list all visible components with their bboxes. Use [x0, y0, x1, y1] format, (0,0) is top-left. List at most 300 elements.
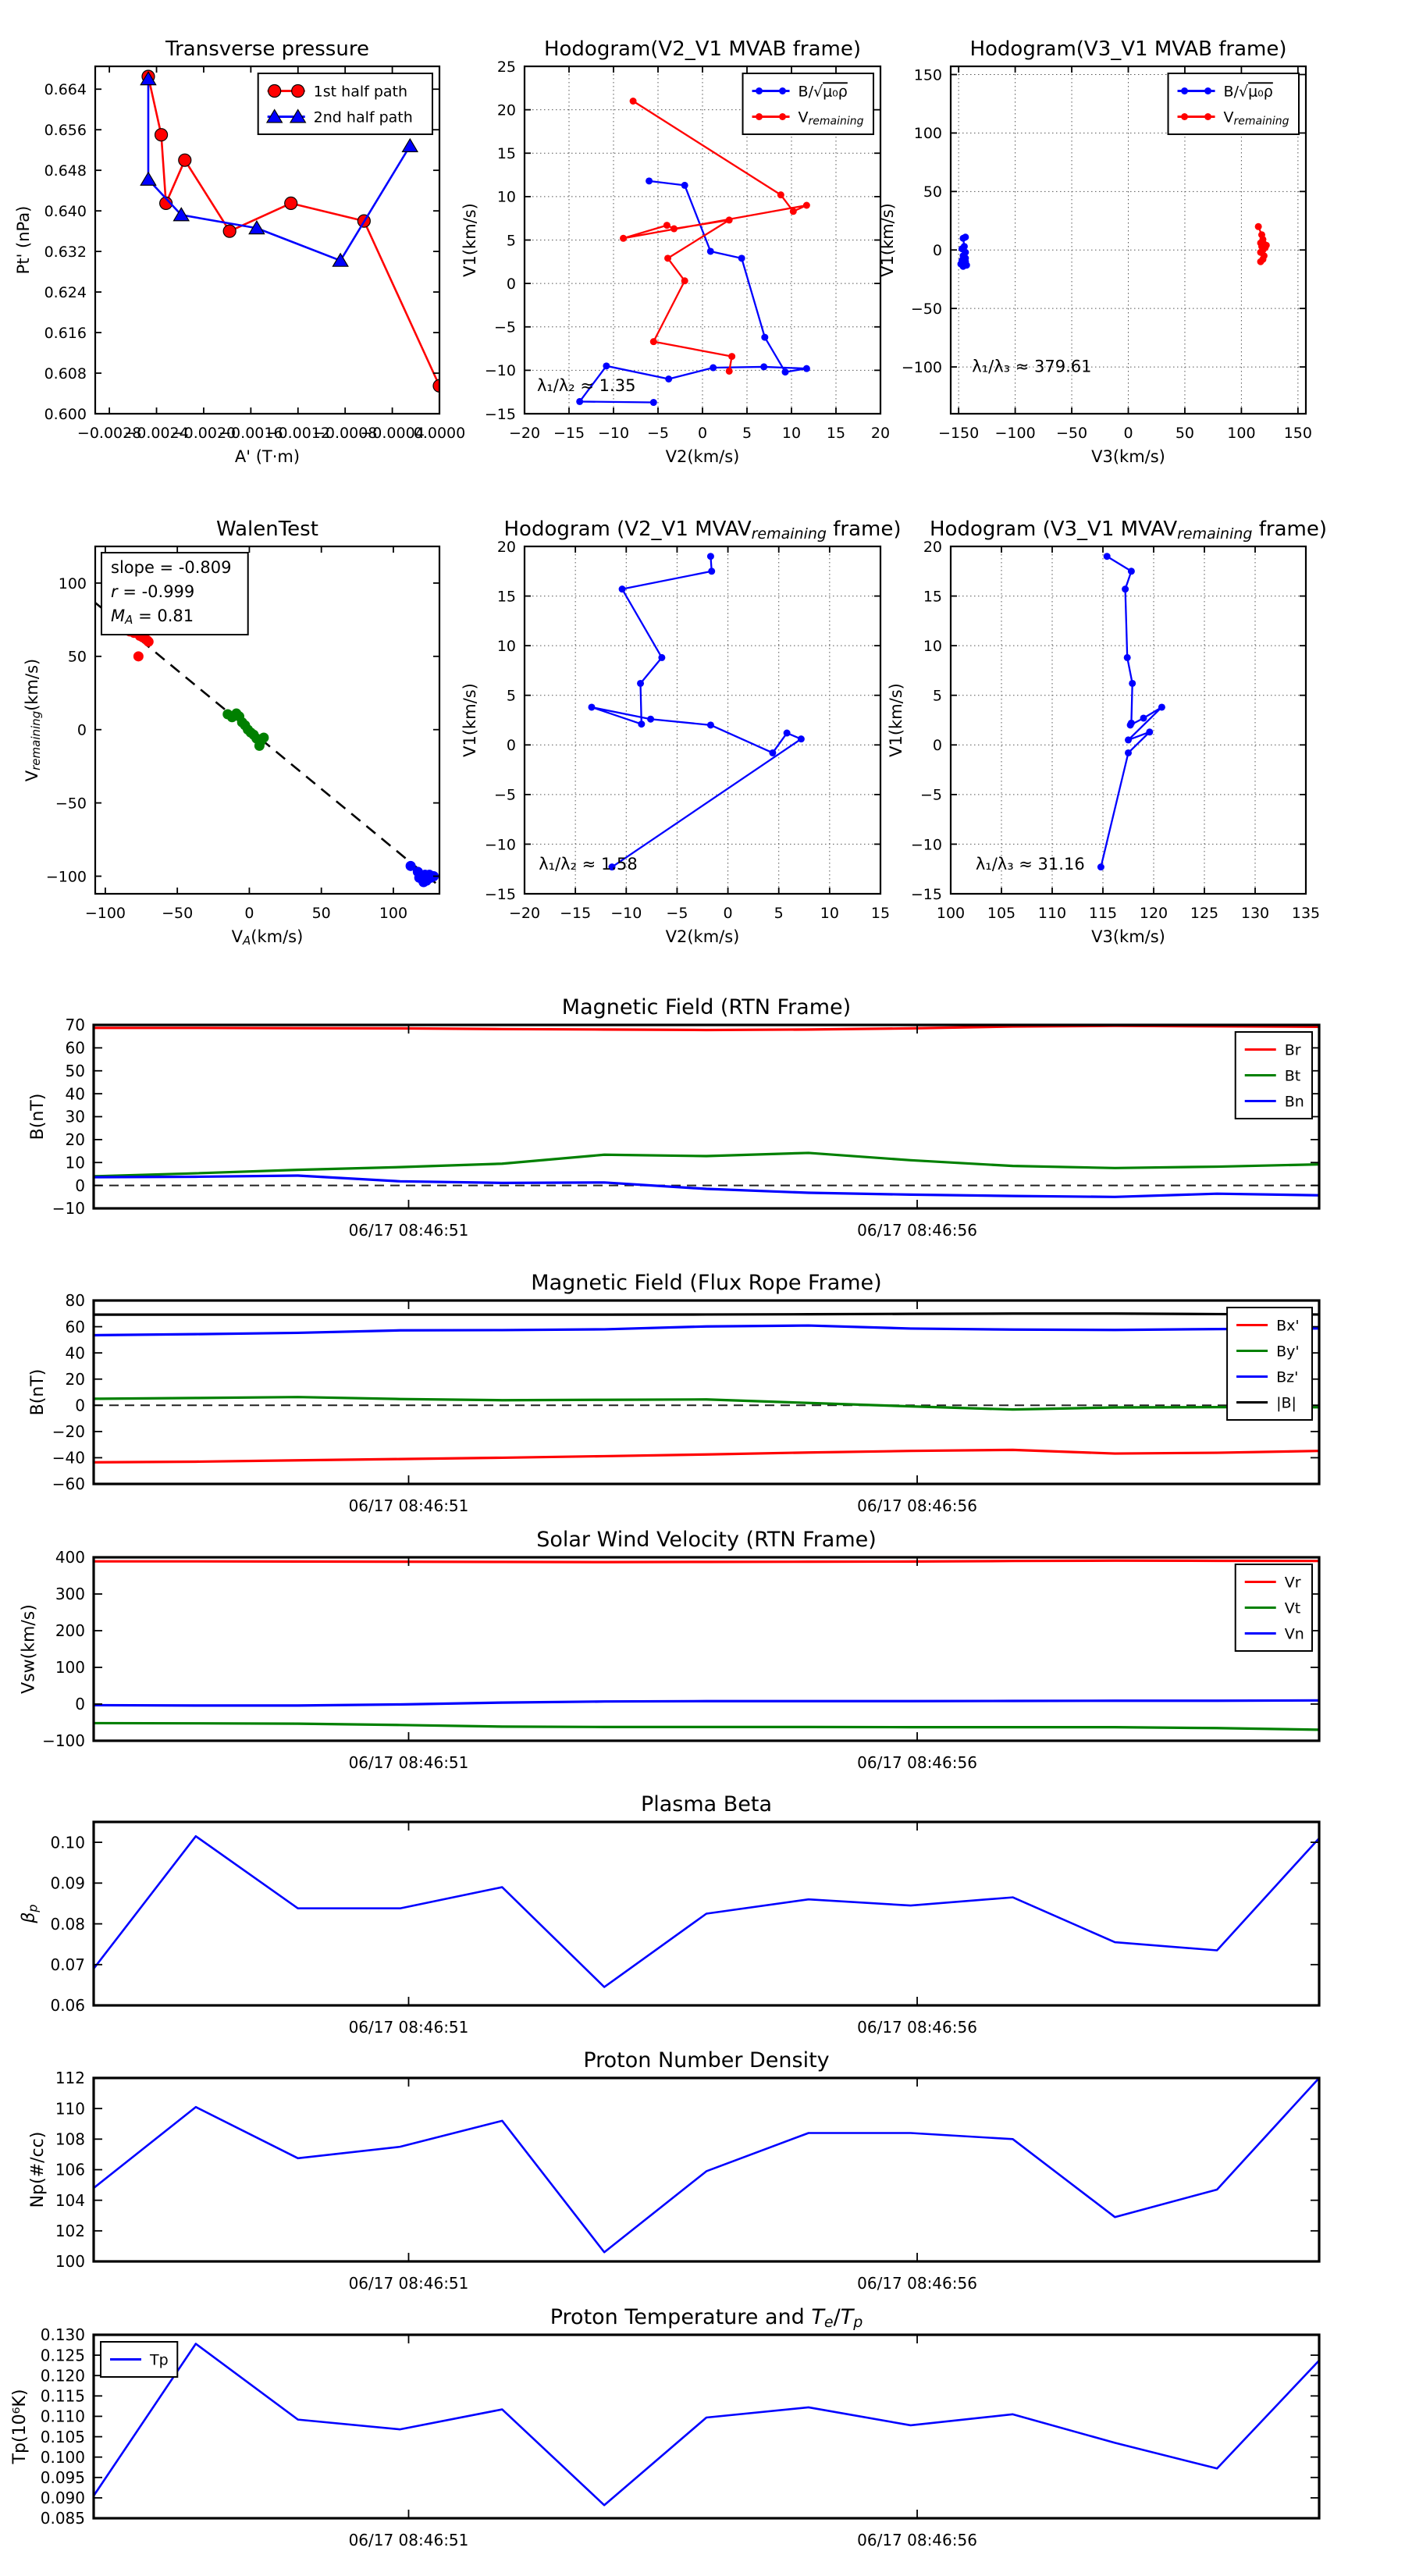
x-tick-label: −5	[666, 905, 688, 922]
y-tick-label: 0.10	[50, 1833, 85, 1852]
x-tick-label: −0.0020	[171, 425, 237, 442]
y-axis-label: V1(km/s)	[460, 683, 479, 757]
stats-line: slope = -0.809	[111, 557, 232, 577]
y-tick-label: 0.110	[40, 2407, 85, 2426]
y-tick-label: 0	[506, 737, 516, 755]
y-tick-label: 400	[55, 1548, 85, 1567]
data-point	[650, 338, 657, 345]
legend-label: 1st half path	[313, 83, 408, 101]
legend-label: Vt	[1284, 1599, 1301, 1617]
x-tick-label: 06/17 08:46:56	[857, 1496, 977, 1515]
x-tick-label: −0.0016	[219, 425, 283, 442]
data-point	[1255, 223, 1262, 230]
y-tick-label: 10	[65, 1153, 85, 1172]
series-line-2	[94, 1700, 1319, 1706]
data-point	[728, 353, 735, 360]
y-tick-label: 80	[65, 1291, 85, 1311]
y-tick-label: −10	[484, 836, 516, 854]
y-tick-label: 0.632	[44, 243, 87, 261]
y-tick-label: 0	[75, 1695, 85, 1714]
y-tick-label: 10	[496, 188, 516, 206]
lambda-ratio-annotation: λ₁/λ₃ ≈ 31.16	[975, 854, 1085, 873]
x-tick-label: 5	[742, 425, 752, 442]
x-tick-label: 50	[1175, 425, 1195, 442]
plot-title: Magnetic Field (Flux Rope Frame)	[531, 1271, 882, 1295]
legend-label: Bx'	[1276, 1317, 1300, 1335]
y-tick-label: 0	[75, 1396, 85, 1415]
axes-spines	[951, 546, 1306, 894]
data-point	[760, 363, 767, 370]
y-axis-label: V1(km/s)	[886, 683, 905, 757]
x-tick-label: −5	[646, 425, 670, 442]
y-tick-label: 20	[496, 101, 516, 119]
x-tick-label: 0	[1123, 425, 1133, 442]
data-point	[710, 365, 717, 372]
data-point	[333, 254, 347, 266]
x-tick-label: 0	[697, 425, 708, 442]
legend-label: Bz'	[1276, 1368, 1299, 1386]
data-point	[637, 680, 644, 687]
y-tick-label: 108	[55, 2129, 85, 2149]
y-tick-label: 50	[923, 183, 942, 201]
x-tick-label: 125	[1190, 905, 1219, 922]
y-tick-label: 0.656	[44, 122, 87, 140]
y-tick-label: 106	[55, 2160, 85, 2179]
y-tick-label: 300	[55, 1585, 85, 1604]
y-tick-label: −15	[910, 885, 942, 903]
x-tick-label: 06/17 08:46:56	[857, 2274, 977, 2293]
y-tick-label: 0	[75, 1176, 85, 1195]
data-point	[588, 703, 595, 710]
data-point	[959, 235, 966, 242]
lambda-ratio-annotation: λ₁/λ₂ ≈ 1.35	[536, 376, 636, 396]
x-tick-label: 10	[820, 905, 839, 922]
series-line-0	[94, 1560, 1319, 1562]
legend-label: By'	[1276, 1343, 1300, 1361]
data-point	[681, 182, 688, 189]
panel-solar-wind-velocity	[20, 1528, 1319, 1772]
axes-spines	[94, 1025, 1319, 1208]
legend-label: Br	[1284, 1041, 1301, 1059]
data-point	[658, 654, 665, 661]
y-tick-label: −100	[45, 868, 87, 886]
data-point	[650, 399, 657, 406]
x-tick-label: −0.0004	[360, 425, 425, 442]
x-axis-label: VA(km/s)	[231, 927, 304, 948]
data-point	[576, 398, 583, 405]
series-line-0	[94, 1836, 1319, 1987]
data-point	[803, 365, 810, 372]
x-tick-label: 105	[987, 905, 1016, 922]
y-tick-label: 0.06	[50, 1996, 85, 2016]
data-point	[779, 87, 786, 94]
x-tick-label: 06/17 08:46:56	[857, 2531, 977, 2549]
y-tick-label: −15	[484, 405, 516, 423]
y-tick-label: 50	[65, 1061, 85, 1080]
x-tick-label: −15	[553, 425, 585, 442]
x-tick-label: 100	[936, 905, 966, 922]
y-tick-label: 0.130	[40, 2325, 85, 2345]
series-line-2	[94, 1176, 1319, 1197]
data-point	[1158, 703, 1165, 710]
x-tick-label: 06/17 08:46:56	[857, 2018, 977, 2037]
data-point	[620, 235, 627, 242]
y-tick-label: −10	[910, 836, 942, 854]
x-axis-label: A' (T·m)	[234, 447, 301, 466]
y-tick-label: 0.616	[44, 324, 87, 342]
y-tick-label: 102	[55, 2222, 85, 2241]
series-line-1	[94, 1153, 1319, 1176]
series-line-0	[94, 2078, 1319, 2252]
x-tick-label: −150	[938, 425, 980, 442]
data-point	[1146, 728, 1153, 735]
panel-proton-number-density	[28, 2048, 1319, 2293]
data-point	[1128, 568, 1135, 575]
data-point	[681, 277, 688, 284]
x-tick-label: 0	[244, 905, 254, 922]
x-tick-label: 115	[1088, 905, 1118, 922]
legend-label: Vr	[1284, 1574, 1301, 1592]
y-axis-label: B(nT)	[28, 1093, 48, 1140]
plot-title: Magnetic Field (RTN Frame)	[561, 995, 852, 1019]
plot-title: Hodogram (V2_V1 MVAVremaining frame)	[503, 518, 902, 543]
data-point	[756, 113, 763, 120]
data-point	[140, 173, 155, 185]
series-line-3	[94, 1314, 1319, 1315]
y-axis-label: Vremaining(km/s)	[22, 658, 44, 782]
x-tick-label: −10	[597, 425, 630, 442]
x-tick-label: 100	[379, 905, 408, 922]
x-tick-label: 06/17 08:46:51	[348, 1221, 469, 1240]
y-tick-label: 20	[496, 538, 516, 556]
y-tick-label: 5	[506, 232, 516, 250]
x-tick-label: −50	[1055, 425, 1088, 442]
series-line-0	[94, 1450, 1319, 1462]
data-point	[155, 129, 168, 141]
data-point	[638, 720, 645, 728]
y-axis-label: βp	[19, 1904, 41, 1923]
data-point	[403, 139, 418, 151]
y-tick-label: 20	[923, 538, 942, 556]
data-point	[269, 85, 281, 98]
y-tick-label: −10	[52, 1199, 85, 1219]
panel-hodogram-v2v1-mvav	[461, 518, 902, 946]
x-tick-label: 135	[1291, 905, 1321, 922]
data-point	[784, 730, 791, 737]
data-point	[663, 222, 670, 229]
x-tick-label: 130	[1240, 905, 1270, 922]
plot-title: Proton Number Density	[583, 2048, 830, 2073]
y-tick-label: −50	[55, 795, 87, 813]
x-tick-label: −50	[162, 905, 194, 922]
y-tick-label: −40	[52, 1448, 85, 1468]
x-tick-label: 10	[781, 425, 802, 442]
y-tick-label: 0.095	[40, 2467, 85, 2487]
data-point	[417, 874, 427, 884]
legend-label: B/√μ₀ρ	[798, 83, 848, 101]
y-tick-label: 200	[55, 1621, 85, 1641]
y-tick-label: 40	[65, 1084, 85, 1104]
y-tick-label: 60	[65, 1317, 85, 1336]
x-tick-label: 0.0000	[413, 425, 466, 442]
y-tick-label: 100	[55, 1658, 85, 1678]
data-point	[707, 721, 714, 728]
series-line-0	[94, 2343, 1319, 2505]
y-axis-label: B(nT)	[28, 1368, 48, 1416]
y-axis-label: Pt' (nPa)	[13, 205, 33, 275]
y-tick-label: 60	[65, 1038, 85, 1058]
x-tick-label: −0.0008	[312, 425, 378, 442]
plot-title: Transverse pressure	[165, 37, 369, 61]
x-tick-label: 15	[826, 425, 846, 442]
y-tick-label: −20	[52, 1422, 85, 1442]
legend-label: |B|	[1276, 1394, 1297, 1412]
data-point	[664, 254, 671, 262]
axes-spines	[94, 2078, 1319, 2261]
data-point	[738, 254, 745, 262]
legend-label: Vremaining	[1223, 109, 1289, 128]
series-line-0	[94, 1026, 1319, 1030]
x-tick-label: 5	[774, 905, 784, 922]
data-point	[292, 85, 304, 98]
y-tick-label: 0.120	[40, 2366, 85, 2386]
y-tick-label: −60	[52, 1475, 85, 1494]
legend-label: Vremaining	[798, 109, 864, 128]
series-line-0	[592, 557, 801, 867]
plot-title: Hodogram(V3_V1 MVAB frame)	[969, 37, 1287, 61]
y-tick-label: 104	[55, 2190, 85, 2210]
y-tick-label: 0	[932, 737, 942, 755]
y-tick-label: 10	[923, 637, 942, 655]
data-point	[769, 749, 776, 756]
x-axis-label: V2(km/s)	[665, 447, 740, 466]
legend-label: B/√μ₀ρ	[1223, 83, 1273, 101]
data-point	[782, 368, 789, 375]
x-tick-label: 150	[1283, 425, 1312, 442]
data-point	[179, 154, 191, 166]
x-tick-label: 06/17 08:46:51	[348, 1496, 469, 1515]
y-tick-label: 70	[65, 1016, 85, 1035]
y-tick-label: 5	[506, 687, 516, 705]
data-point	[777, 191, 784, 198]
panel-walen-test	[23, 518, 439, 948]
data-point	[1122, 585, 1129, 592]
lambda-ratio-annotation: λ₁/λ₂ ≈ 1.58	[539, 854, 638, 873]
y-tick-label: 0.608	[44, 365, 87, 382]
data-point	[1104, 553, 1111, 560]
x-tick-label: −0.0028	[76, 425, 142, 442]
data-point	[665, 375, 672, 382]
data-point	[619, 585, 626, 592]
data-point	[1097, 863, 1104, 870]
data-point	[726, 368, 733, 375]
x-tick-label: −15	[560, 905, 592, 922]
series-line-2	[94, 1325, 1319, 1335]
x-tick-label: 06/17 08:46:56	[857, 1753, 977, 1772]
data-point	[1125, 736, 1132, 743]
data-point	[1204, 87, 1211, 94]
x-tick-label: −20	[508, 905, 541, 922]
data-point	[1204, 113, 1211, 120]
data-point	[133, 651, 144, 661]
y-tick-label: −15	[484, 885, 516, 903]
y-tick-label: 0	[76, 721, 87, 739]
y-tick-label: 0.125	[40, 2346, 85, 2365]
stats-line: r = -0.999	[111, 582, 195, 601]
data-point	[962, 258, 969, 265]
data-point	[756, 87, 763, 94]
data-point	[1257, 258, 1264, 265]
data-point	[707, 553, 714, 560]
data-point	[761, 334, 768, 341]
y-tick-label: 100	[58, 575, 87, 592]
series-line-1	[94, 1397, 1319, 1410]
y-tick-label: 0.640	[44, 202, 87, 220]
y-tick-label: 0.08	[50, 1914, 85, 1934]
data-point	[708, 568, 715, 575]
data-point	[1129, 680, 1136, 687]
panel-plasma-beta	[20, 1792, 1319, 2037]
panel-mag-rtn	[28, 995, 1319, 1240]
x-tick-label: 50	[311, 905, 331, 922]
x-axis-label: V2(km/s)	[665, 927, 740, 946]
y-tick-label: 5	[932, 687, 942, 705]
y-tick-label: 0.105	[40, 2427, 85, 2446]
legend-label: Bn	[1284, 1093, 1304, 1111]
x-tick-label: −0.0012	[265, 425, 330, 442]
x-tick-label: 120	[1139, 905, 1168, 922]
y-tick-label: 50	[67, 648, 87, 666]
x-tick-label: 06/17 08:46:51	[348, 2274, 469, 2293]
data-point	[803, 202, 810, 209]
panel-transverse-pressure	[14, 37, 465, 466]
panel-proton-temperature	[10, 2305, 1319, 2549]
y-tick-label: −5	[493, 318, 516, 336]
series-line-1	[624, 101, 807, 372]
plot-title: WalenTest	[216, 518, 318, 541]
y-tick-label: −50	[910, 300, 942, 318]
y-tick-label: 0.09	[50, 1873, 85, 1893]
panel-hodogram-v3v1-mvab	[878, 37, 1312, 466]
panel-hodogram-v3v1-mvav	[887, 518, 1327, 946]
x-tick-label: 06/17 08:46:51	[348, 2531, 469, 2549]
plot-title: Hodogram (V3_V1 MVAVremaining frame)	[930, 518, 1327, 543]
y-tick-label: 0.624	[44, 283, 87, 301]
y-tick-label: 15	[923, 588, 942, 606]
x-tick-label: 06/17 08:46:56	[857, 1221, 977, 1240]
data-point	[285, 197, 297, 209]
axes-spines	[525, 546, 880, 894]
series-line-0	[580, 181, 807, 403]
y-axis-label: V1(km/s)	[877, 203, 897, 277]
x-axis-label: V3(km/s)	[1091, 927, 1165, 946]
data-point	[254, 741, 265, 751]
x-tick-label: −100	[84, 905, 126, 922]
data-point	[223, 225, 236, 237]
series-line-0	[1101, 557, 1161, 867]
x-tick-label: −0.0024	[124, 425, 189, 442]
legend-label: Bt	[1284, 1067, 1301, 1085]
y-tick-label: −100	[901, 358, 942, 376]
x-tick-label: 06/17 08:46:51	[348, 1753, 469, 1772]
y-tick-label: 112	[55, 2069, 85, 2088]
legend-label: Vn	[1284, 1625, 1304, 1643]
y-tick-label: 0.07	[50, 1955, 85, 1974]
y-tick-label: 15	[496, 145, 516, 163]
plot-title: Plasma Beta	[640, 1792, 773, 1816]
x-tick-label: −10	[610, 905, 642, 922]
data-point	[1127, 721, 1134, 728]
data-point	[647, 716, 654, 723]
y-tick-label: 10	[496, 637, 516, 655]
data-point	[603, 362, 610, 369]
x-tick-label: 15	[870, 905, 891, 922]
y-tick-label: 0.085	[40, 2509, 85, 2528]
plot-title: Solar Wind Velocity (RTN Frame)	[536, 1528, 877, 1552]
y-tick-label: 0.100	[40, 2447, 85, 2467]
y-tick-label: −10	[484, 362, 516, 380]
x-tick-label: 100	[1227, 425, 1256, 442]
data-point	[630, 98, 637, 105]
legend-label: 2nd half path	[313, 109, 413, 126]
y-tick-label: 110	[55, 2099, 85, 2119]
legend-label: Tp	[150, 2351, 169, 2369]
y-tick-label: 100	[913, 125, 942, 143]
y-tick-label: 20	[65, 1369, 85, 1389]
y-tick-label: 0	[932, 242, 942, 260]
data-point	[1181, 87, 1188, 94]
stats-line: MA = 0.81	[111, 606, 194, 628]
y-tick-label: −5	[493, 786, 516, 804]
data-point	[646, 177, 653, 184]
y-tick-label: 30	[65, 1107, 85, 1126]
data-point	[670, 226, 678, 233]
y-axis-label: Tp(10⁶K)	[10, 2389, 30, 2464]
data-point	[1124, 654, 1131, 661]
y-tick-label: 0	[506, 275, 516, 293]
panel-hodogram-v2v1-mvab	[461, 37, 890, 466]
y-tick-label: 25	[496, 58, 516, 76]
data-point	[798, 735, 805, 742]
axes-spines	[94, 1300, 1319, 1484]
lambda-ratio-annotation: λ₁/λ₃ ≈ 379.61	[972, 357, 1092, 376]
y-tick-label: 100	[55, 2252, 85, 2272]
x-tick-label: −100	[994, 425, 1036, 442]
axes-spines	[94, 2335, 1319, 2518]
x-tick-label: 110	[1037, 905, 1067, 922]
axes-spines	[94, 1557, 1319, 1741]
y-tick-label: −5	[919, 786, 942, 804]
y-tick-label: −100	[42, 1731, 85, 1751]
data-point	[1181, 113, 1188, 120]
x-tick-label: −20	[508, 425, 541, 442]
y-tick-label: 20	[65, 1130, 85, 1150]
y-tick-label: 0.664	[44, 81, 87, 99]
y-axis-label: V1(km/s)	[460, 203, 479, 277]
panel-mag-flux-rope	[28, 1271, 1319, 1515]
y-axis-label: Np(#/cc)	[28, 2131, 48, 2208]
y-tick-label: 0.600	[44, 405, 87, 423]
data-point	[144, 637, 154, 647]
y-tick-label: 15	[496, 588, 516, 606]
data-point	[779, 113, 786, 120]
data-point	[1140, 714, 1147, 721]
y-tick-label: 40	[65, 1343, 85, 1363]
x-tick-label: 20	[870, 425, 891, 442]
data-point	[726, 216, 733, 223]
data-point	[790, 208, 797, 215]
data-point	[1125, 749, 1132, 756]
